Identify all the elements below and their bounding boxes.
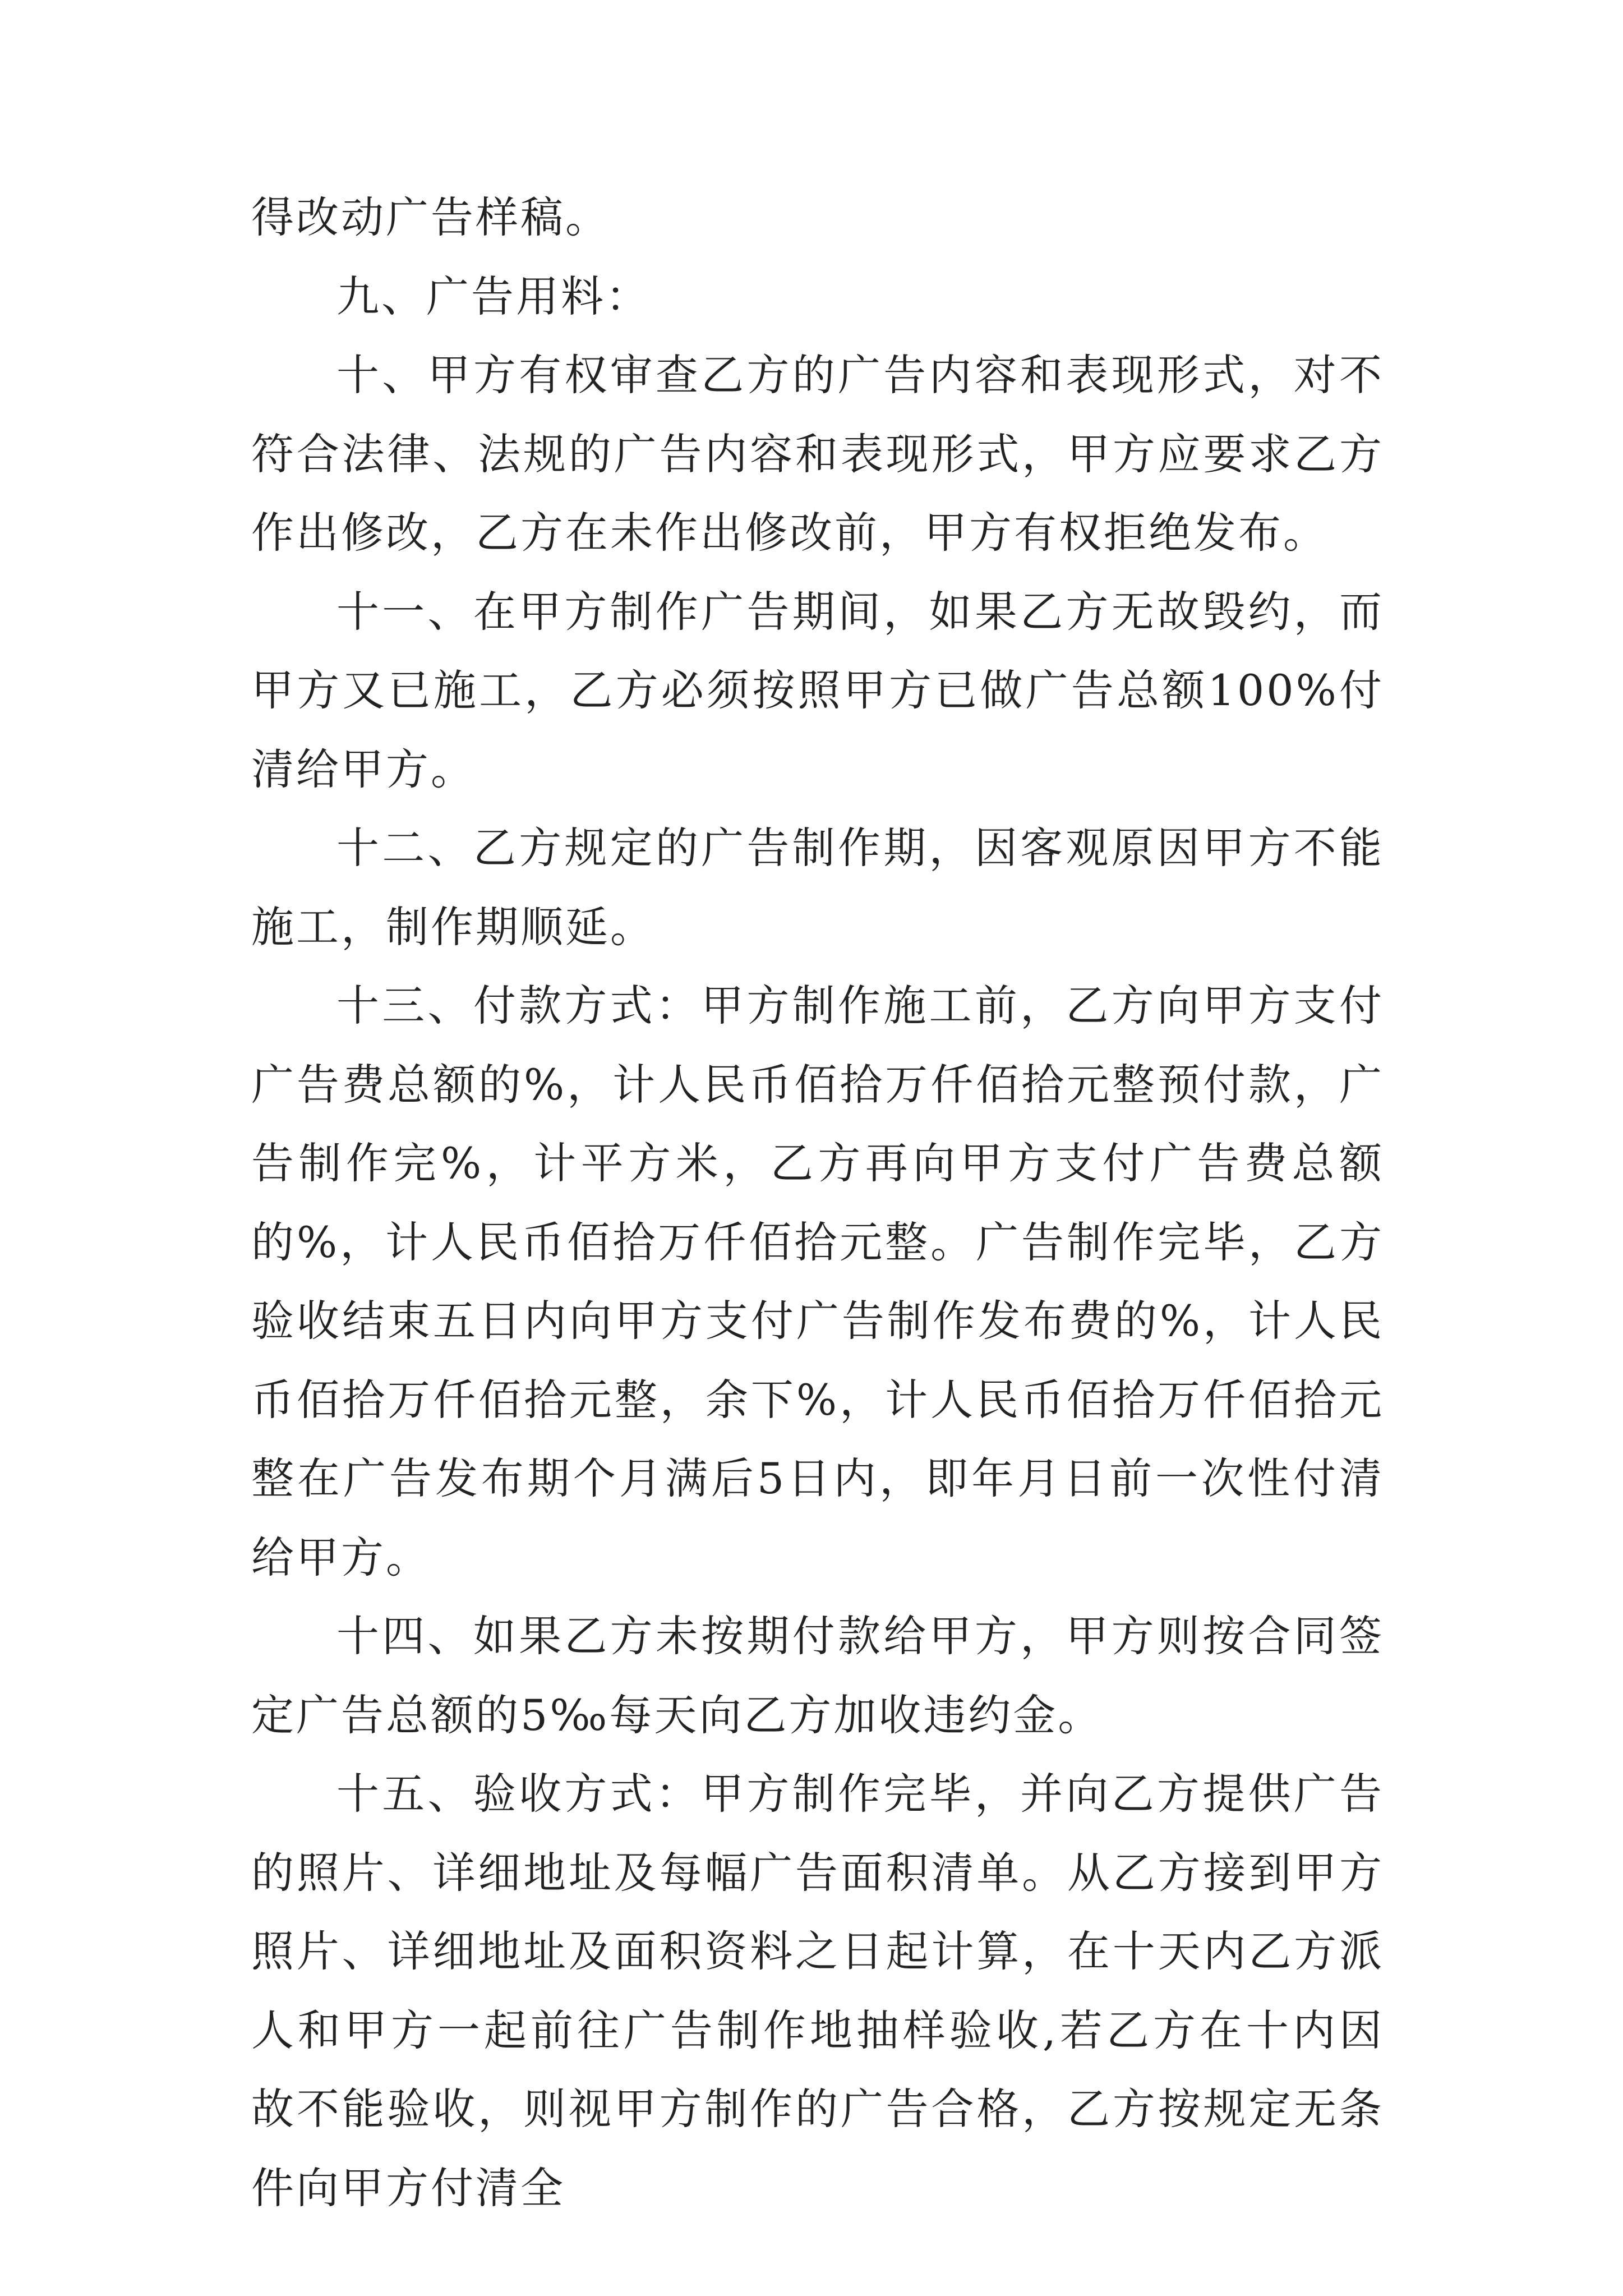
paragraph-continuation: 得改动广告样稿。 bbox=[251, 192, 610, 242]
paragraph-clause-12: 十二、乙方规定的广告制作期，因客观原因甲方不能施工，制作期顺延。 bbox=[251, 823, 1384, 952]
paragraph-clause-9: 九、广告用料： bbox=[336, 271, 651, 321]
paragraph-clause-14: 十四、如果乙方未按期付款给甲方，甲方则按合同签定广告总额的5‰每天向乙方加收违约金。 bbox=[251, 1611, 1384, 1740]
paragraph-clause-11: 十一、在甲方制作广告期间，如果乙方无故毁约，而甲方又已施工，乙方必须按照甲方已做广告总额100%付清给甲方。 bbox=[251, 586, 1384, 794]
paragraph-clause-15: 十五、验收方式：甲方制作完毕，并向乙方提供广告的照片、详细地址及每幅广告面积清单。从乙方接到甲方照片、详细地址及面积资料之日起计算，在十天内乙方派人和甲方一起前往广告制作地抽样验收,若乙方在十内因故不能验收，则视甲方制作的广告合格，乙方按规定无条件向甲方付清全 bbox=[251, 1769, 1384, 2213]
document-body bbox=[251, 178, 1384, 2228]
paragraph-clause-10: 十、甲方有权审查乙方的广告内容和表现形式，对不符合法律、法规的广告内容和表现形式，甲方应要求乙方作出修改，乙方在未作出修改前，甲方有权拒绝发布。 bbox=[251, 350, 1384, 558]
paragraph-clause-13: 十三、付款方式：甲方制作施工前，乙方向甲方支付广告费总额的%，计人民币佰拾万仟佰拾元整预付款，广告制作完%，计平方米，乙方再向甲方支付广告费总额的%，计人民币佰拾万仟佰拾元整。广告制作完毕，乙方验收结束五日内向甲方支付广告制作发布费的%，计人民币佰拾万仟佰拾元整，余下%，计人民币佰拾万仟佰拾元整在广告发布期个月满后5日内，即年月日前一次性付清给甲方。 bbox=[251, 981, 1384, 1582]
